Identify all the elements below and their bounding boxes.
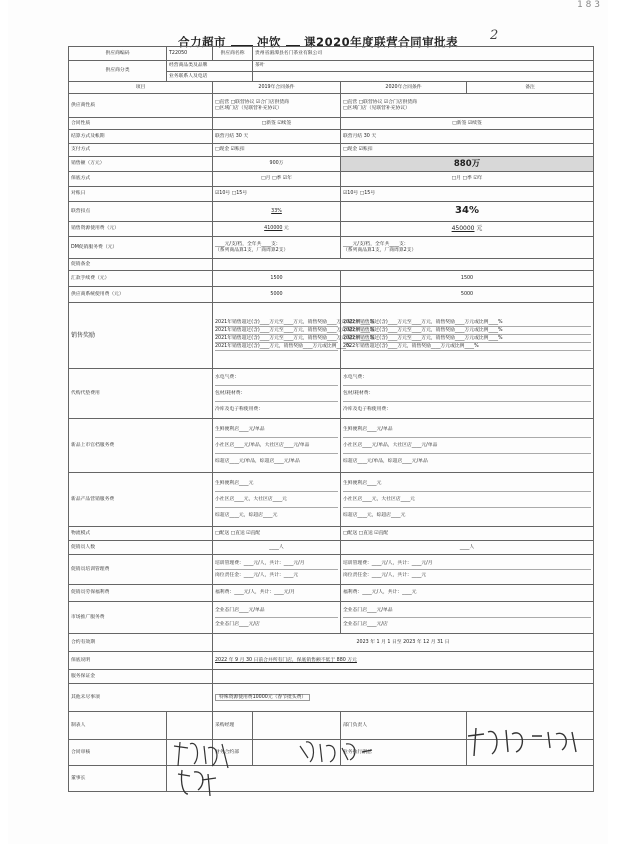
row-system-fee: 供应商系统使用费（元） 5000 5000	[69, 287, 594, 303]
row-market-promo-fee: 市场推广服务费 全业态门店____元/单品 全业态门店____元/店 全业态门店____元/单品 全业态门店____元/店	[69, 602, 594, 634]
page-title: 合力超市 冲饮 课2020年度联营合同审批表	[178, 35, 459, 49]
row-supplier-nature: 供应商性质 □直营 □联营协议 ☑合门店供货商 □区域门店（见联营补充协议） □直营 □联营协议 ☑合门店供货商 □区域门店（见联营补充协议）	[69, 94, 594, 118]
row-guarantee-note: 保底说明 2022 年 9 月 30 日前合并所有门店，保底销售额不低于 880 万元	[69, 652, 594, 670]
row-contact: 业务联系人及电话	[69, 72, 594, 82]
row-other: 其他未尽事项 特殊资源使用费10000元（春节批头费）	[69, 684, 594, 712]
supplier-name: 贵州省湄潭县名门茶业有限公司	[253, 47, 594, 61]
row-deduction: 联营扣点 33% 34%	[69, 202, 594, 222]
product-category: 茶叶	[253, 61, 594, 72]
row-validity: 合约有效期 2023 年 1 月 1 日至 2023 年 12 月 31 日	[69, 634, 594, 652]
row-signoff-2: 合同审核 财务合约部 业务执行副总	[69, 740, 594, 766]
row-logistics: 物流模式 □配送 □直送 ☑直配 □配送 □直送 ☑直配	[69, 527, 594, 541]
sales-2020: 880万	[341, 157, 594, 172]
row-promoters: 促销员人数 ____人 ____人	[69, 541, 594, 555]
signature-purchasing-manager	[296, 738, 376, 766]
row-guarantee-mode: 保底方式 □月 □季 ☑年 □月 □季 ☑年	[69, 172, 594, 187]
deduction-2020: 34%	[341, 202, 594, 222]
row-remit-fee: 汇款手续费（元） 1500 1500	[69, 271, 594, 287]
row-agency-fee: 代购代垫费用 水电气费： 包材/耗材费： 冷库及电子称使用费： 水电气费： 包材/耗材费： 冷库及电子称使用费：	[69, 369, 594, 419]
row-promo: 促销条金	[69, 259, 594, 271]
row-signoff-1: 制表人 采购经理 部门负责人	[69, 712, 594, 740]
signature-review	[174, 768, 222, 798]
row-marketing-fee: 新品产品营销服务费 生鲜便利店____元 小社区店____元，大社区店____元 综超店____元，综超店____元 生鲜便利店____元 小社区店____元，大社区店____元 综超店____元，综超店____元	[69, 473, 594, 527]
signature-department-head	[462, 722, 582, 762]
row-reconcile-day: 对账日 ☑10号 □15号 ☑10号 □15号	[69, 187, 594, 202]
row-deposit: 服务保证金	[69, 670, 594, 684]
row-supplier-code: 供应商编码 T22050 供应商名称 贵州省湄潭县名门茶业有限公司	[69, 47, 594, 61]
row-payment: 支付方式 □现金 ☑账扣 □现金 ☑账扣	[69, 144, 594, 157]
row-training-fee: 促销员培训管理费 培训管理费：____元/人，共计：____元/月 岗位责任金：____元/人，共计：____元 培训管理费：____元/人，共计：____元/月 岗位责任金：____元/人，共计：____元	[69, 555, 594, 585]
row-resource-fee: 销售资源使用费（元） 410000 元 450000 元	[69, 222, 594, 237]
row-supplier-category: 供应商分类 经营商品类及品牌 茶叶	[69, 61, 594, 72]
row-contract-nature: 合同性质 □新签 ☑续签 □新签 ☑续签	[69, 118, 594, 130]
row-new-product-fee: 新品上市官档服务费 生鲜便利店____元/单品 小社区店____元/单品，大社区店____元/单品 综超店____元/单品，综超店____元/单品 生鲜便利店____元/单品 小社区店____元/单品，大社区店____元/单品 综超店____元/单品，综超店____元/单品	[69, 419, 594, 473]
row-settlement: 结算方式及帐期 联营月结 30 天 联营月结 30 天	[69, 130, 594, 144]
contract-approval-table	[68, 46, 594, 792]
row-welfare-fee: 促销员劳保福利费 福利费：____元/人，共计：____元/月 福利费：____元/人，共计：____元	[69, 585, 594, 602]
row-signoff-3: 董事长	[69, 766, 594, 792]
signature-preparer	[170, 738, 234, 772]
row-sales-reward: 销售奖励 2021年销售超过(含)____万元至____万元，销售奖励____万元或比例____% 2021年销售超过(含)____万元至____万元，销售奖励____万元或比例____% 2021年销售超过(含)____万元至____万元，销售奖励____万元或比例____% 2021年销售超过(含)____万元，销售奖励____万元或比例____% 2022年销售超过(含)____万元至____万元，销售奖励____万元或比例____% 2022年销售超过(含)____万元至____万元，销售奖励____万元或比例____% 2022年销售超过(含)____万元至____万元，销售奖励____万元或比例____% 2022年销售超过(含)____万元，销售奖励____万元或比例____%	[69, 303, 594, 369]
special-fee-note: 特殊资源使用费10000元（春节批头费）	[215, 694, 310, 701]
header-code: 1 8 3	[577, 0, 600, 10]
page-number: 2	[490, 28, 499, 43]
row-header: 项目 2019年合同条件 2020年合同条件 备注	[69, 82, 594, 94]
row-dm-fee: DM促销服务费（元） ____元/支/档，全年共____支： （系列商品算1支，厂商周算2支） ____元/支/档，全年共____支： （系列商品算1支，厂商周算2支）	[69, 237, 594, 259]
supplier-code: T22050	[167, 47, 213, 61]
row-sales: 销售额（万元） 900万 880万	[69, 157, 594, 172]
